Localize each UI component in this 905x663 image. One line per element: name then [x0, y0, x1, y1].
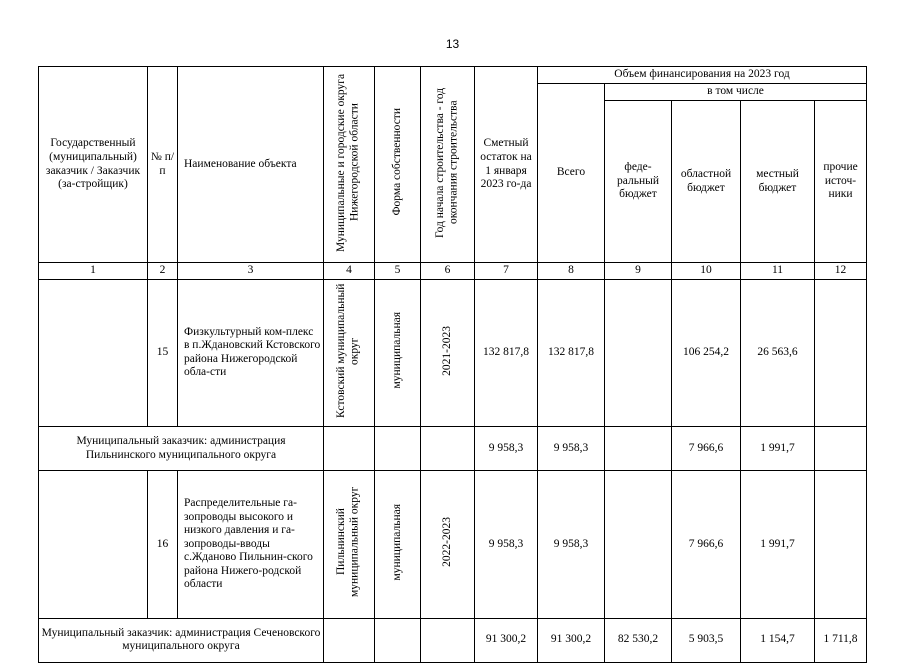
row-number: 15 [148, 279, 178, 427]
customer-name: Муниципальный заказчик: администрация Сеченовского муниципального округа [39, 618, 324, 662]
col-number: 12 [815, 263, 867, 280]
years-text: 2022-2023 [440, 517, 453, 568]
header-local: местный бюджет [741, 101, 815, 263]
header-federal: феде-ральный бюджет [605, 101, 672, 263]
header-years [421, 67, 475, 263]
header-num: № п/п [148, 67, 178, 263]
col-number: 4 [324, 263, 375, 280]
table-row [39, 279, 867, 427]
local-value: 26 563,6 [741, 279, 815, 427]
regional-value: 106 254,2 [672, 279, 741, 427]
header-districts [324, 67, 375, 263]
header-years-text: Год начала строительства - год окончания строительства [433, 87, 460, 238]
object-name: Распределительные га-зопроводы высокого и низкого давления и га-зопроводы-вводы с.Жданово Пильнин-ского района Нижего-родской области [178, 471, 324, 619]
district-cell [324, 618, 375, 662]
col-number: 5 [375, 263, 421, 280]
ownership-cell [375, 427, 421, 471]
column-number-row [39, 263, 867, 280]
row-number: 16 [148, 471, 178, 619]
ownership-cell [375, 618, 421, 662]
col-number: 6 [421, 263, 475, 280]
table-row [39, 471, 867, 619]
header-including: в том числе [605, 84, 867, 101]
other-value [815, 471, 867, 619]
years-cell [421, 279, 475, 427]
ownership-cell [375, 471, 421, 619]
federal-value: 82 530,2 [605, 618, 672, 662]
ownership-text: муниципальная [390, 312, 403, 389]
estimate-value: 91 300,2 [475, 618, 538, 662]
years-cell [421, 427, 475, 471]
header-regional: областной бюджет [672, 101, 741, 263]
ownership-cell [375, 279, 421, 427]
col-number: 10 [672, 263, 741, 280]
header-estimate: Сметный остаток на 1 января 2023 го-да [475, 67, 538, 263]
financing-table [38, 66, 867, 663]
local-value: 1 991,7 [741, 471, 815, 619]
total-value: 9 958,3 [538, 471, 605, 619]
district-text: Пильнинский муниципальный округ [335, 486, 361, 598]
years-cell [421, 471, 475, 619]
total-value: 9 958,3 [538, 427, 605, 471]
header-other: прочие источ-ники [815, 101, 867, 263]
header-ownership-text: Форма собственности [390, 108, 403, 216]
other-value [815, 427, 867, 471]
col-number: 8 [538, 263, 605, 280]
header-customer: Государственный (муниципальный) заказчик / Заказчик (за-стройщик) [39, 67, 148, 263]
district-cell [324, 279, 375, 427]
total-value: 132 817,8 [538, 279, 605, 427]
header-ownership [375, 67, 421, 263]
col-number: 1 [39, 263, 148, 280]
total-value: 91 300,2 [538, 618, 605, 662]
header-districts-text: Муниципальные и городские округа Нижегородской области [335, 73, 361, 252]
col-number: 7 [475, 263, 538, 280]
col-number: 2 [148, 263, 178, 280]
other-value [815, 279, 867, 427]
regional-value: 5 903,5 [672, 618, 741, 662]
estimate-value: 9 958,3 [475, 427, 538, 471]
federal-value [605, 279, 672, 427]
table-row [39, 427, 867, 471]
district-text: Кстовский муниципальный округ [335, 283, 361, 418]
ownership-text: муниципальная [390, 503, 403, 581]
header-funding: Объем финансирования на 2023 год [538, 67, 867, 84]
col-number: 3 [178, 263, 324, 280]
federal-value [605, 471, 672, 619]
regional-value: 7 966,6 [672, 427, 741, 471]
object-name: Физкультурный ком-плекс в п.Ждановский Кстовского района Нижегородской обла-сти [178, 279, 324, 427]
header-total: Всего [538, 84, 605, 263]
estimate-value: 132 817,8 [475, 279, 538, 427]
customer-cell [39, 279, 148, 427]
customer-cell [39, 471, 148, 619]
other-value: 1 711,8 [815, 618, 867, 662]
col-number: 11 [741, 263, 815, 280]
local-value: 1 154,7 [741, 618, 815, 662]
local-value: 1 991,7 [741, 427, 815, 471]
federal-value [605, 427, 672, 471]
district-cell [324, 471, 375, 619]
page-number: 13 [445, 37, 460, 51]
customer-name: Муниципальный заказчик: администрация Пильнинского муниципального округа [39, 427, 324, 471]
regional-value: 7 966,6 [672, 471, 741, 619]
table-row [39, 618, 867, 662]
district-cell [324, 427, 375, 471]
header-object: Наименование объекта [178, 67, 324, 263]
years-cell [421, 618, 475, 662]
years-text: 2021-2023 [440, 325, 453, 376]
estimate-value: 9 958,3 [475, 471, 538, 619]
col-number: 9 [605, 263, 672, 280]
